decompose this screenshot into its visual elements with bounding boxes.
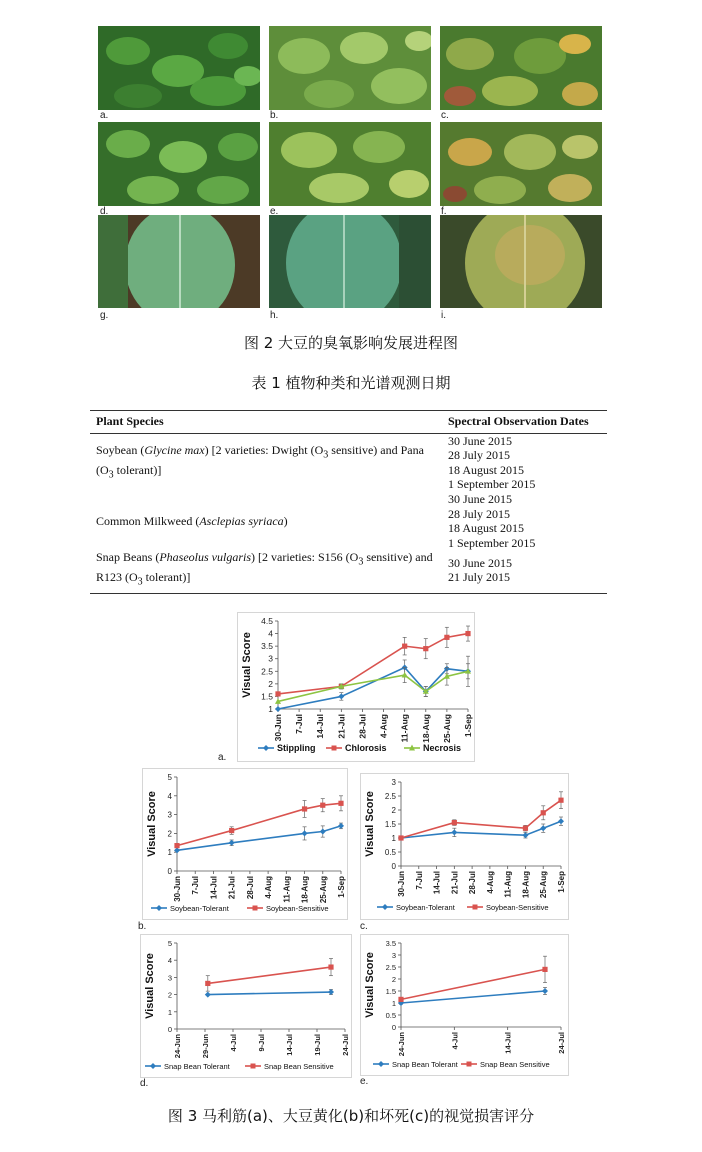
y-tick-label: 3.5: [385, 939, 396, 948]
data-point: [302, 806, 307, 811]
y-tick-label: 2: [167, 990, 172, 1000]
y-tick-label: 2.5: [261, 666, 273, 677]
x-tick-label: 25-Aug: [318, 876, 328, 904]
data-point: [320, 803, 325, 808]
photo-label-c: c.: [441, 110, 449, 121]
legend-marker: [253, 906, 258, 911]
legend-label: Soybean-Tolerant: [170, 904, 229, 913]
data-point: [558, 798, 563, 803]
series-line-snap-bean-sensitive: [401, 969, 545, 999]
x-tick-label: 24-Jul: [341, 1034, 350, 1056]
y-tick-label: 1: [391, 999, 396, 1008]
x-tick-label: 30-Jun: [273, 714, 283, 742]
y-axis-title: Visual Score: [364, 952, 376, 1018]
data-point: [465, 631, 470, 636]
x-tick-label: 24-Jul: [557, 1032, 566, 1054]
data-point: [423, 646, 428, 651]
y-tick-label: 1: [268, 704, 273, 714]
legend-marker: [251, 1064, 256, 1069]
x-tick-label: 14-Jul: [285, 1034, 294, 1056]
photo-label-g: g.: [100, 310, 109, 321]
chart-d-panel-label: d.: [140, 1078, 149, 1089]
x-tick-label: 21-Jul: [336, 714, 347, 739]
x-tick-label: 11-Aug: [282, 876, 292, 903]
legend-label: Soybean-Tolerant: [396, 903, 455, 912]
y-tick-label: 4: [268, 628, 273, 639]
x-tick-label: 21-Jul: [227, 876, 237, 900]
data-point: [338, 693, 344, 699]
legend-label: Snap Bean Tolerant: [392, 1060, 458, 1069]
series-line-soybean-sensitive: [401, 800, 561, 838]
x-tick-label: 7-Jul: [294, 714, 305, 734]
data-point: [328, 989, 334, 995]
data-point: [398, 997, 403, 1002]
data-point: [398, 835, 403, 840]
data-point: [205, 992, 211, 998]
y-tick-label: 4.5: [261, 616, 273, 626]
photo-label-e: e.: [270, 206, 279, 217]
x-tick-label: 28-Jul: [357, 714, 368, 739]
data-point: [558, 818, 564, 824]
series-line-soybean-tolerant: [401, 821, 561, 838]
y-tick-label: 5: [167, 939, 172, 948]
legend-marker: [332, 746, 337, 751]
data-point: [320, 829, 326, 835]
series-line-snap-bean-tolerant: [401, 991, 545, 1003]
y-tick-label: 0: [167, 1025, 172, 1034]
chart-c: [361, 774, 568, 919]
y-tick-label: 1: [391, 834, 396, 843]
chart-e-frame: [360, 934, 569, 1076]
y-tick-label: 1.5: [385, 987, 396, 996]
chart-a: [238, 613, 474, 761]
legend-label: Chlorosis: [345, 743, 387, 753]
y-tick-label: 0: [391, 1023, 396, 1032]
legend-label: Stippling: [277, 743, 316, 753]
x-tick-label: 14-Jul: [503, 1032, 513, 1054]
y-tick-label: 3: [391, 778, 396, 787]
species-table: [90, 410, 607, 594]
chart-c-panel-label: c.: [360, 921, 368, 932]
x-tick-label: 11-Aug: [399, 714, 410, 743]
y-tick-label: 3: [167, 810, 172, 820]
soybean-leaf-photo-i: [440, 215, 602, 308]
data-point: [229, 840, 235, 846]
x-tick-label: 28-Jul: [245, 876, 255, 900]
soybean-leaf-photo-g: [98, 215, 260, 308]
chart-b: [143, 769, 347, 919]
x-tick-label: 7-Jul: [191, 876, 201, 895]
y-tick-label: 2: [268, 678, 273, 689]
y-tick-label: 2.5: [385, 963, 396, 972]
y-tick-label: 3.5: [261, 641, 273, 652]
figure-3-caption: 图 3 马利筋(a)、大豆黄化(b)和坏死(c)的视觉损害评分: [167, 1107, 535, 1125]
legend-marker: [150, 1063, 156, 1069]
series-line-stippling: [278, 668, 468, 709]
legend-marker: [156, 905, 162, 911]
data-point: [540, 825, 546, 831]
x-tick-label: 18-Aug: [300, 876, 310, 904]
data-point: [541, 810, 546, 815]
soybean-photo-a: [98, 26, 260, 110]
data-point: [452, 820, 457, 825]
y-tick-label: 2: [167, 829, 172, 839]
series-line-chlorosis: [278, 634, 468, 694]
data-point: [542, 988, 548, 994]
photo-label-h: h.: [270, 310, 279, 321]
series-line-snap-bean-tolerant: [208, 992, 331, 995]
soybean-photo-b: [269, 26, 431, 110]
figure-2-caption: 图 2 大豆的臭氧影响发展进程图: [243, 334, 459, 352]
x-tick-label: 1-Sep: [337, 876, 346, 898]
photo-label-i: i.: [441, 310, 446, 321]
data-point: [174, 843, 179, 848]
x-tick-label: 14-Jul: [209, 876, 219, 900]
legend-marker: [263, 745, 269, 751]
y-tick-label: 4: [167, 956, 172, 966]
x-tick-label: 18-Aug: [420, 714, 431, 743]
dates-cell: 30 June 2015 28 July 2015 18 August 2015 1 September 2015: [448, 433, 536, 492]
y-tick-label: 0.5: [385, 1011, 396, 1020]
legend-label: Soybean-Sensitive: [266, 904, 329, 913]
y-tick-label: 2.5: [384, 792, 396, 801]
photo-label-f: f.: [441, 206, 447, 217]
y-tick-label: 3: [391, 951, 396, 960]
photo-label-d: d.: [100, 206, 109, 217]
data-point: [302, 830, 308, 836]
y-tick-label: 1: [167, 1007, 172, 1017]
chart-c-frame: [360, 773, 569, 920]
data-point: [522, 832, 528, 838]
x-tick-label: 28-Jul: [468, 871, 478, 895]
legend-label: Soybean-Sensitive: [486, 903, 549, 912]
x-tick-label: 25-Aug: [441, 714, 452, 743]
data-point: [542, 967, 547, 972]
data-point: [451, 829, 457, 835]
chart-a-frame: [237, 612, 475, 762]
y-tick-label: 1.5: [384, 820, 396, 829]
y-axis-title: Visual Score: [144, 953, 156, 1019]
photo-label-a: a.: [100, 110, 109, 121]
series-line-snap-bean-sensitive: [208, 967, 331, 983]
species-cell: Common Milkweed (Asclepias syriaca): [96, 513, 288, 528]
legend-marker: [382, 904, 388, 910]
table-row: [90, 492, 607, 550]
x-tick-label: 30-Jun: [397, 871, 406, 897]
legend-marker: [473, 905, 478, 910]
y-tick-label: 3: [268, 653, 273, 664]
chart-d-frame: [140, 934, 352, 1078]
x-tick-label: 7-Jul: [414, 871, 424, 890]
legend-marker: [467, 1062, 472, 1067]
legend-label: Snap Bean Sensitive: [264, 1062, 334, 1071]
y-tick-label: 2: [391, 975, 396, 984]
soybean-photo-d: [98, 122, 260, 206]
dates-cell: 30 June 2015 21 July 2015: [442, 550, 607, 593]
legend-label: Snap Bean Tolerant: [164, 1062, 230, 1071]
data-point: [275, 691, 280, 696]
y-tick-label: 0: [391, 862, 396, 871]
y-tick-label: 1.5: [261, 691, 273, 702]
x-tick-label: 4-Jul: [229, 1034, 238, 1052]
soybean-photo-e: [269, 122, 431, 206]
y-tick-label: 2: [391, 806, 396, 815]
x-tick-label: 14-Jul: [315, 714, 326, 739]
table-1-caption: 表 1 植物种类和光谱观测日期: [251, 374, 451, 392]
x-tick-label: 19-Jul: [313, 1034, 322, 1056]
species-cell: Snap Beans (Phaseolus vulgaris) [2 varieties: S156 ($O_3$ sensitive) and R123 ($O_3$ tolerant)]: [90, 550, 442, 593]
table-row: [90, 550, 607, 593]
legend-label: Necrosis: [423, 743, 462, 753]
x-tick-label: 25-Aug: [539, 871, 549, 899]
chart-e-panel-label: e.: [360, 1076, 369, 1087]
y-axis-title: Visual Score: [146, 791, 158, 857]
legend-label: Snap Bean Sensitive: [480, 1060, 550, 1069]
table-header-row: [90, 411, 607, 434]
y-tick-label: 1: [167, 848, 172, 858]
photo-label-b: b.: [270, 110, 279, 121]
chart-a-panel-label: a.: [218, 752, 227, 763]
header-plant-species: Plant Species: [90, 411, 442, 434]
x-tick-label: 4-Aug: [264, 876, 274, 899]
chart-d: [141, 935, 351, 1077]
y-tick-label: 0: [167, 867, 172, 876]
x-tick-label: 1-Sep: [557, 871, 566, 893]
y-tick-label: 4: [167, 791, 172, 801]
dates-cell: 30 June 2015 28 July 2015 18 August 2015 1 September 2015: [448, 491, 536, 550]
x-tick-label: 9-Jul: [257, 1034, 266, 1052]
data-point: [402, 644, 407, 649]
legend-marker: [378, 1061, 384, 1067]
data-point: [275, 706, 281, 712]
y-tick-label: 5: [167, 773, 172, 782]
data-point: [205, 981, 210, 986]
x-tick-label: 30-Jun: [173, 876, 182, 902]
soybean-leaf-photo-h: [269, 215, 431, 308]
table-row: [90, 433, 607, 492]
y-axis-title: Visual Score: [364, 791, 376, 857]
chart-b-frame: [142, 768, 348, 920]
species-cell: Soybean (Glycine max) [2 varieties: Dwight ($O_3$ sensitive) and Pana ($O_3$ tolerant)]: [96, 442, 424, 481]
x-tick-label: 4-Jul: [450, 1032, 460, 1050]
soybean-photo-c: [440, 26, 602, 110]
x-tick-label: 24-Jun: [173, 1034, 182, 1059]
x-tick-label: 14-Jul: [432, 871, 442, 895]
data-point: [338, 801, 343, 806]
x-tick-label: 4-Aug: [485, 871, 495, 894]
soybean-photo-f: [440, 122, 602, 206]
y-axis-title: Visual Score: [241, 632, 253, 698]
chart-b-panel-label: b.: [138, 921, 147, 932]
x-tick-label: 29-Jun: [201, 1034, 210, 1059]
x-tick-label: 1-Sep: [463, 714, 473, 738]
data-point: [523, 826, 528, 831]
data-point: [229, 828, 234, 833]
data-point: [444, 635, 449, 640]
data-point: [328, 964, 333, 969]
x-tick-label: 24-Jun: [397, 1032, 406, 1057]
x-tick-label: 11-Aug: [503, 871, 513, 898]
x-tick-label: 21-Jul: [450, 871, 460, 895]
chart-e: [361, 935, 568, 1075]
x-tick-label: 4-Aug: [378, 714, 389, 739]
header-observation-dates: Spectral Observation Dates: [442, 411, 607, 434]
y-tick-label: 0.5: [384, 848, 396, 857]
y-tick-label: 3: [167, 973, 172, 983]
x-tick-label: 18-Aug: [521, 871, 531, 899]
data-point: [338, 823, 344, 829]
